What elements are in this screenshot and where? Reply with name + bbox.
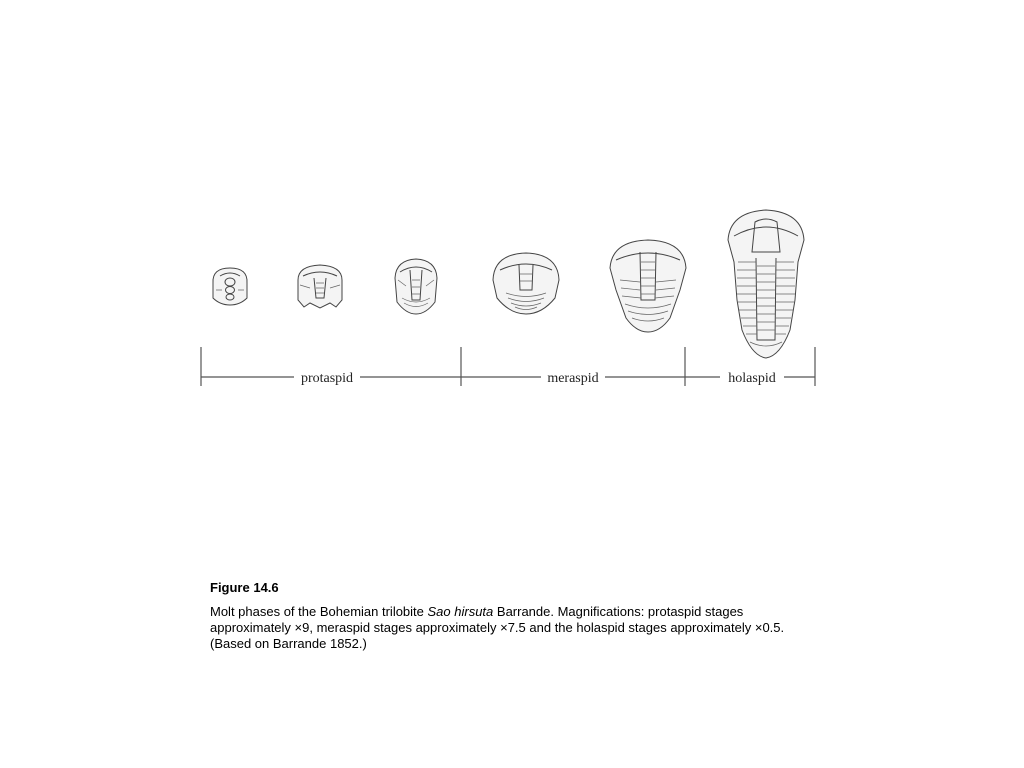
specimen-holaspid [728, 210, 804, 358]
specimen-meraspid-2 [610, 240, 686, 332]
figure-caption [210, 580, 810, 652]
caption-text-before: Molt phases of the Bohemian trilobite [210, 604, 428, 619]
specimen-meraspid-1 [493, 253, 559, 314]
stage-label-holaspid: holaspid [728, 371, 776, 386]
caption-text-after: Barrande. Magnifications: protaspid stages approximately ×9, meraspid stages approximately ×7.5 and the holaspid stages approximately ×0.5. (Based on Barrande 1852.) [210, 604, 785, 651]
specimen-protaspid-1 [213, 268, 247, 305]
stage-scale-bar [201, 347, 815, 386]
specimen-protaspid-2 [298, 265, 342, 308]
stage-label-protaspid: protaspid [300, 371, 354, 386]
stage-label-meraspid: meraspid [547, 371, 599, 386]
caption-title: Figure 14.6 [210, 580, 279, 595]
caption-species: Sao hirsuta [427, 604, 494, 619]
caption-text [210, 604, 810, 652]
specimen-protaspid-3 [395, 259, 437, 314]
